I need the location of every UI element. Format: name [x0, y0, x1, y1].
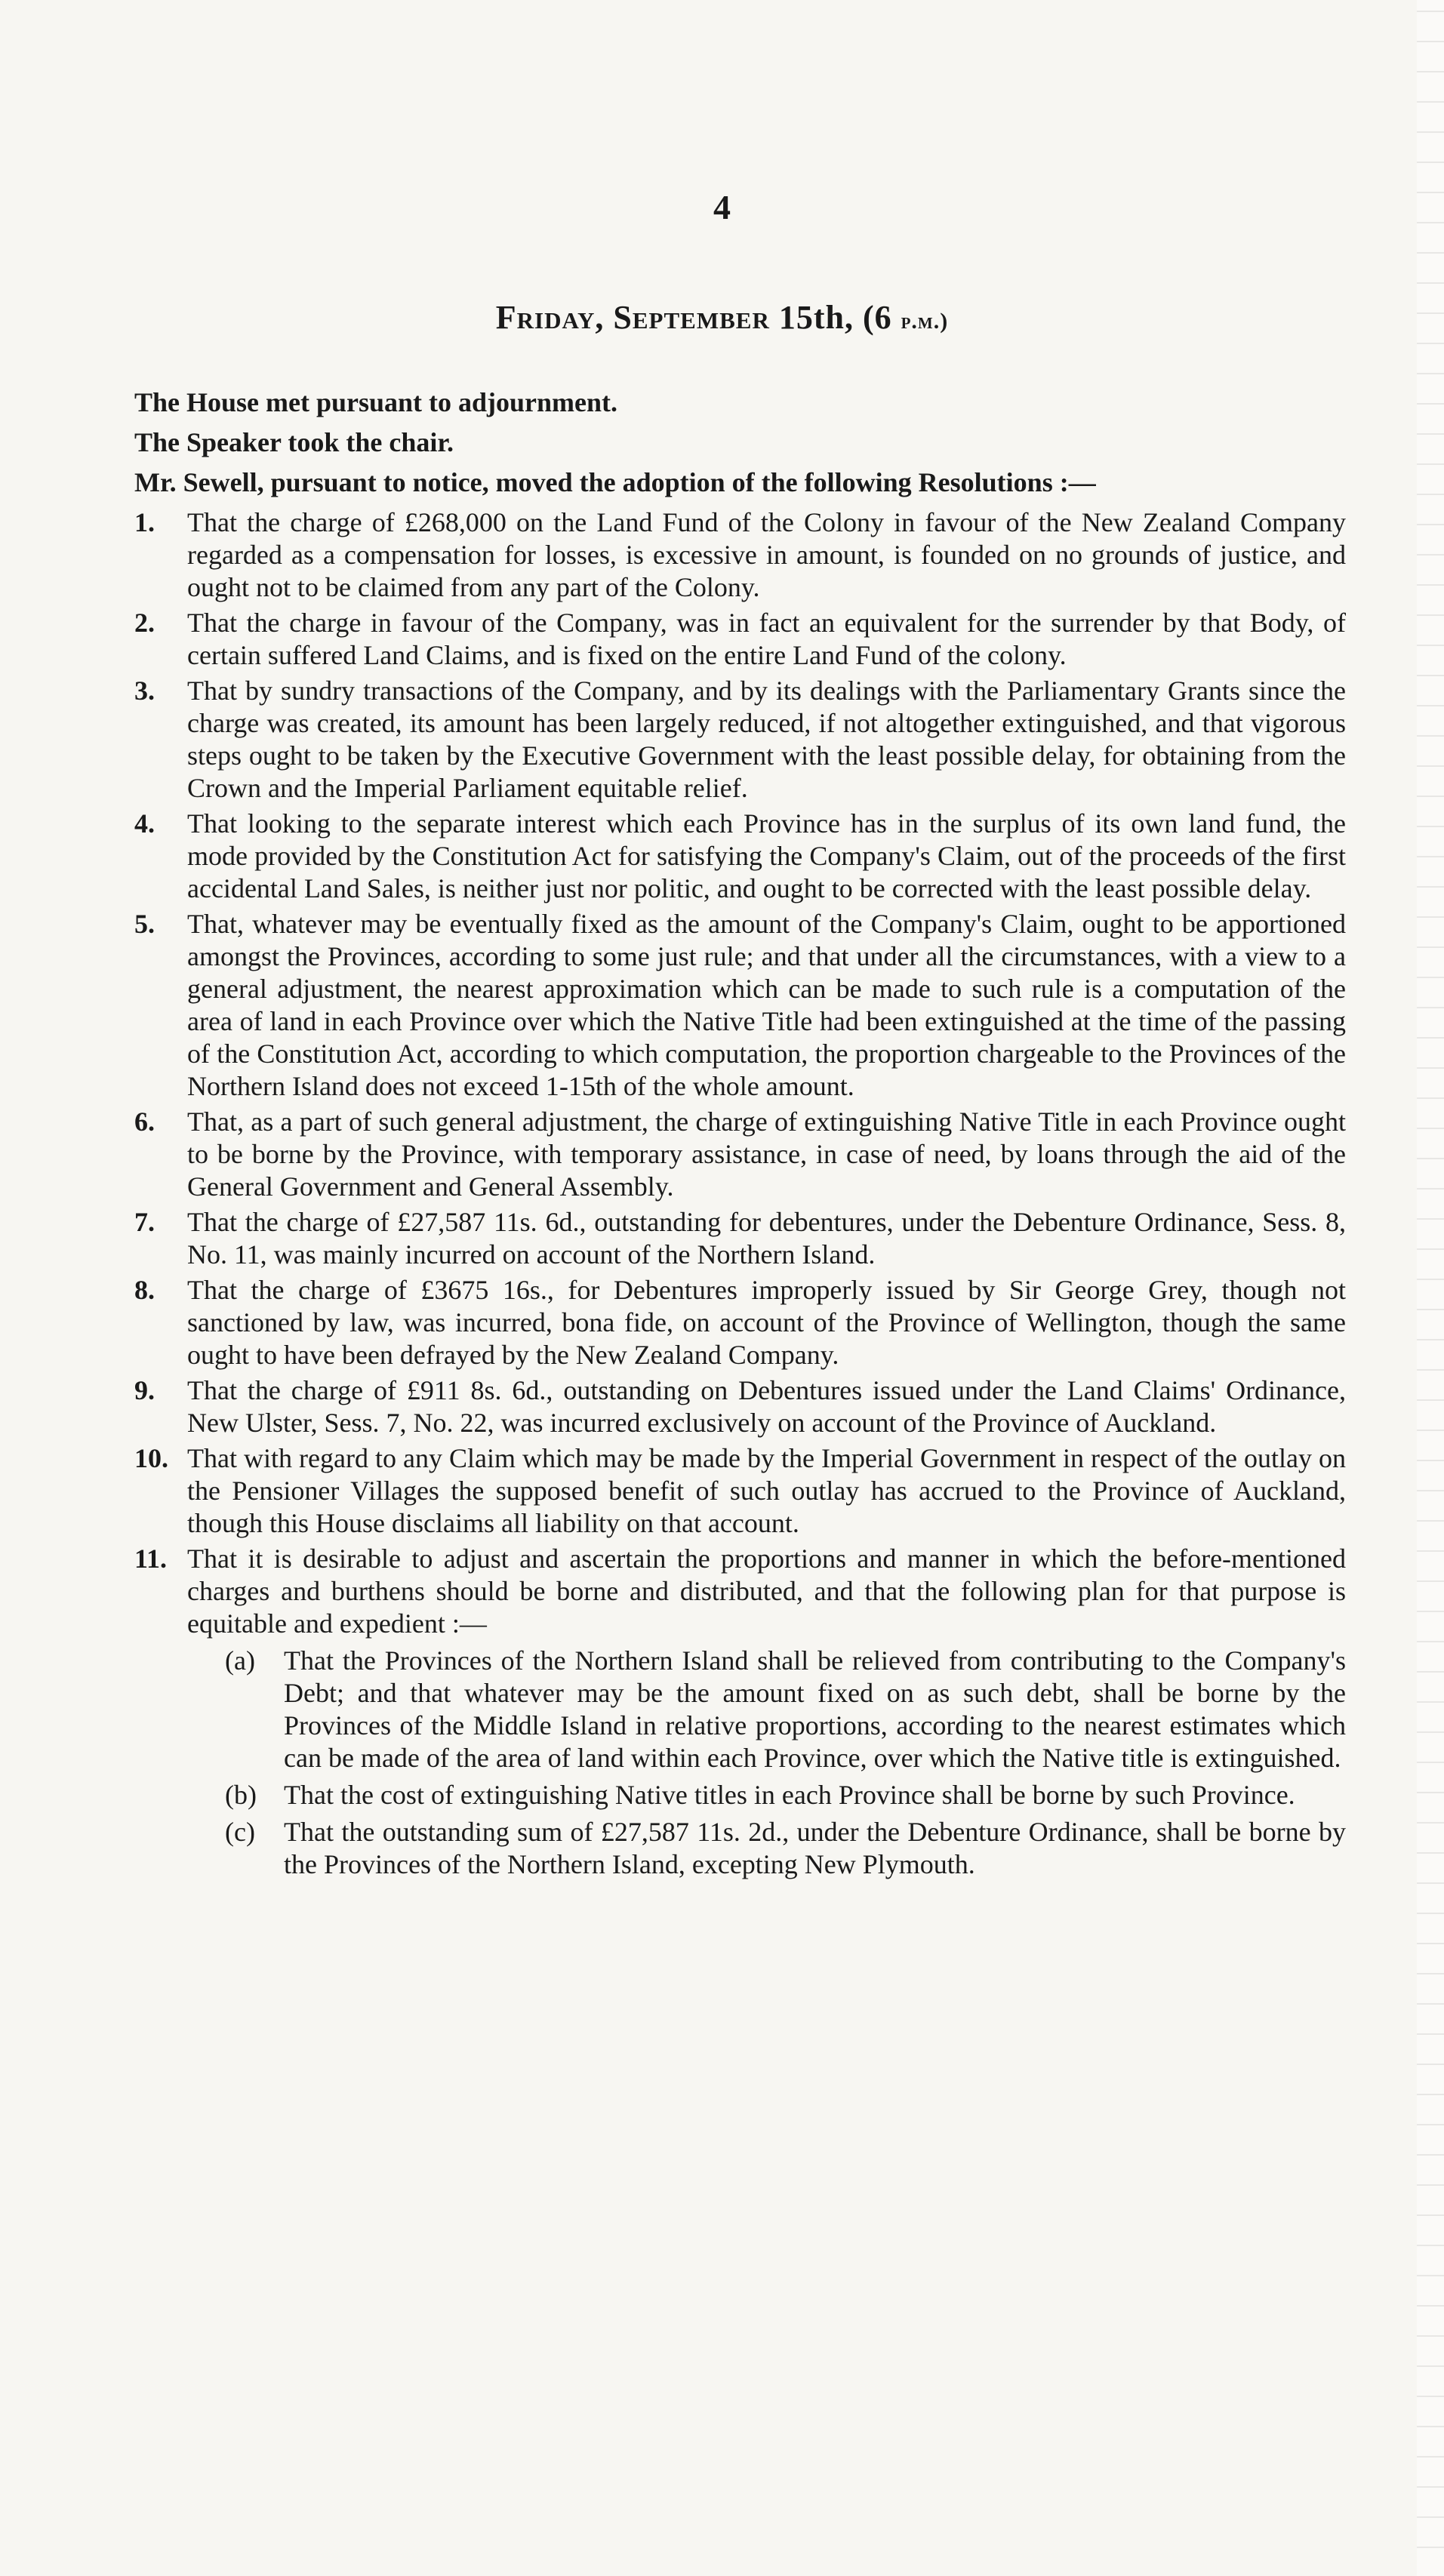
- resolution-number: 6.: [134, 1106, 155, 1137]
- resolution-text: That it is desirable to adjust and ascertain the proportions and manner in which the before-mentioned charges and burthens should be borne and distributed, and that the following plan for that purpose is equitable and expedient :—: [187, 1543, 1346, 1639]
- intro-line: Mr. Sewell, pursuant to notice, moved the adoption of the following Resolutions :—: [134, 467, 1096, 497]
- sub-item: [225, 1816, 1346, 1881]
- resolution-text: That, as a part of such general adjustment, the charge of extinguishing Native Title in each Province ought to be borne by the Province, with temporary assistance, in case of need, by loans through the aid of the General Government and General Assembly.: [187, 1106, 1346, 1202]
- resolution-item: [134, 506, 1346, 604]
- sub-item: [225, 1645, 1346, 1774]
- sub-item-text: That the cost of extinguishing Native titles in each Province shall be borne by such Province.: [284, 1780, 1295, 1810]
- sub-item: [225, 1779, 1346, 1811]
- resolution-text: That with regard to any Claim which may be made by the Imperial Government in respect of the outlay on the Pensioner Villages the supposed benefit of such outlay has accrued to the Province of Auckland, though this House disclaims all liability on that account.: [187, 1443, 1346, 1538]
- resolution-item: [134, 908, 1346, 1103]
- resolution-item: [134, 607, 1346, 672]
- sub-item-text: That the Provinces of the Northern Island shall be relieved from contributing to the Company's Debt; and that whatever may be the amount fixed on as such debt, shall be borne by the Provinces of the Middle Island in relative proportions, according to the nearest estimates which can be made of the area of land within each Province, over which the Native title is extinguished.: [284, 1645, 1346, 1773]
- sub-item-label: (a): [225, 1645, 255, 1676]
- resolution-text: That the charge of £268,000 on the Land Fund of the Colony in favour of the New Zealand Company regarded as a compensation for losses, is excessive in amount, is founded on no grounds of justice, and ought not to be claimed from any part of the Colony.: [187, 507, 1346, 602]
- sitting-heading: [0, 298, 1444, 337]
- heading-day: Friday,: [495, 299, 605, 336]
- resolution-text: That the charge of £911 8s. 6d., outstanding on Debentures issued under the Land Claims' Ordinance, New Ulster, Sess. 7, No. 22, was incurred exclusively on account of the Province of Auckland.: [187, 1375, 1346, 1438]
- resolution-item: [134, 1274, 1346, 1371]
- sub-item-label: (b): [225, 1780, 257, 1810]
- resolution-text: That by sundry transactions of the Company, and by its dealings with the Parliamentary Grants since the charge was created, its amount has been largely reduced, if not altogether extinguished, and that vigorous steps ought to be taken by the Executive Government with the least possible delay, for obtaining from the Crown and the Imperial Parliament equitable relief.: [187, 676, 1346, 803]
- resolution-text: That the charge of £27,587 11s. 6d., outstanding for debentures, under the Debenture Ordinance, Sess. 8, No. 11, was mainly incurred on account of the Northern Island.: [187, 1207, 1346, 1270]
- resolution-number: 3.: [134, 676, 155, 706]
- resolution-number: 4.: [134, 808, 155, 839]
- resolution-number: 8.: [134, 1275, 155, 1305]
- heading-pm: p.m.): [901, 309, 949, 334]
- resolution-text: That, whatever may be eventually fixed as the amount of the Company's Claim, ought to be apportioned amongst the Provinces, according to some just rule; and that under all the circumstances, with a view to a general adjustment, the nearest approximation which can be made to such rule is a computation of the area of land in each Province over which the Native Title had been extinguished at the time of the passing of the Constitution Act, according to which computation, the proportion chargeable to the Provinces of the Northern Island does not exceed 1-15th of the whole amount.: [187, 909, 1346, 1101]
- resolution-item: [134, 808, 1346, 905]
- page-number: 4: [713, 188, 731, 226]
- resolution-item: [134, 1374, 1346, 1439]
- resolution-text: That the charge of £3675 16s., for Debentures improperly issued by Sir George Grey, though not sanctioned by law, was incurred, bona fide, on account of the Province of Wellington, though the same ought to have been defrayed by the New Zealand Company.: [187, 1275, 1346, 1370]
- intro-line: The Speaker took the chair.: [134, 427, 454, 457]
- resolution-number: 10.: [134, 1443, 168, 1473]
- resolution-number: 2.: [134, 608, 155, 638]
- resolution-number: 7.: [134, 1207, 155, 1237]
- heading-month: September: [613, 299, 770, 336]
- intro-line: The House met pursuant to adjournment.: [134, 387, 618, 417]
- resolution-item: [134, 1206, 1346, 1271]
- resolution-number: 11.: [134, 1543, 168, 1574]
- document-body: [134, 386, 1346, 1885]
- page-edge: [1417, 0, 1444, 2576]
- resolution-number: 5.: [134, 909, 155, 939]
- heading-time: (6: [862, 299, 892, 336]
- resolution-text: That the charge in favour of the Company, was in fact an equivalent for the surrender by that Body, of certain suffered Land Claims, and is fixed on the entire Land Fund of the colony.: [187, 608, 1346, 670]
- resolution-number: 1.: [134, 507, 155, 537]
- resolution-item: [134, 1543, 1346, 1640]
- resolution-item: [134, 675, 1346, 805]
- sub-item-label: (c): [225, 1817, 255, 1847]
- resolution-text: That looking to the separate interest which each Province has in the surplus of its own land fund, the mode provided by the Constitution Act for satisfying the Company's Claim, out of the proceeds of the first accidental Land Sales, is neither just nor politic, and ought to be corrected with the least possible delay.: [187, 808, 1346, 903]
- resolution-number: 9.: [134, 1375, 155, 1405]
- sub-item-text: That the outstanding sum of £27,587 11s. 2d., under the Debenture Ordinance, shall be borne by the Provinces of the Northern Island, excepting New Plymouth.: [284, 1817, 1346, 1879]
- heading-day-number: 15th,: [778, 299, 854, 336]
- resolution-item: [134, 1442, 1346, 1540]
- resolution-item: [134, 1106, 1346, 1203]
